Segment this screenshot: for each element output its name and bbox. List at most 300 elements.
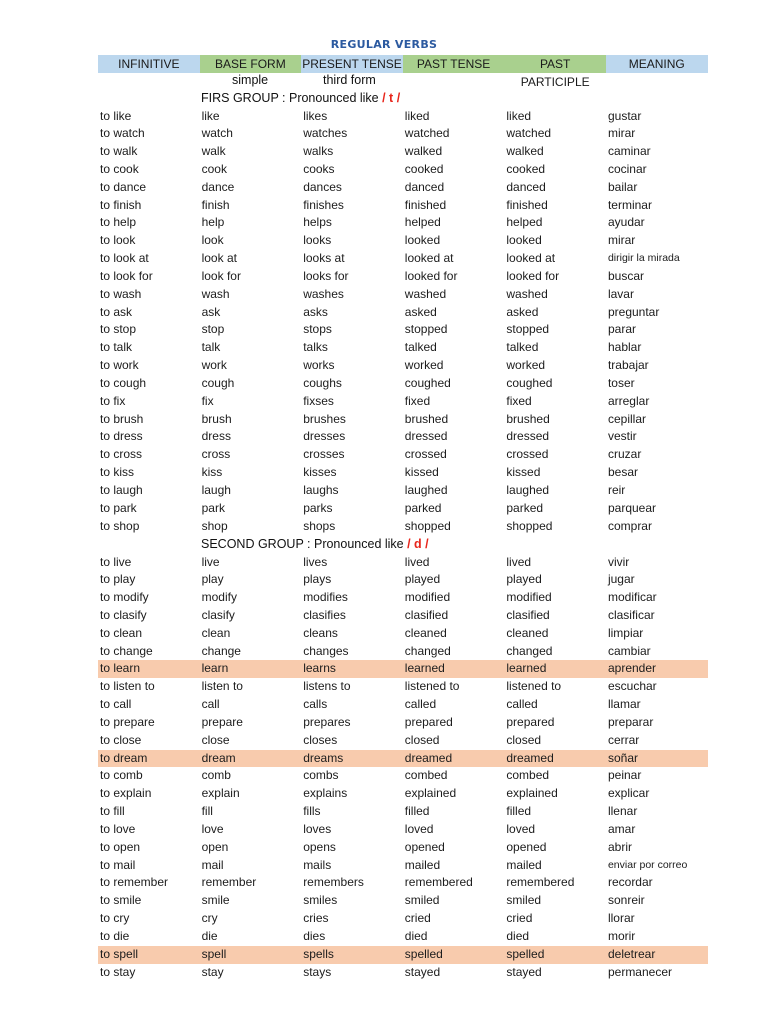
cell-past-participle: remembered (506, 875, 575, 890)
cell-base-form: stay (201, 964, 224, 979)
cell-past-participle: loved (506, 821, 536, 836)
cell-past-participle: closed (506, 732, 542, 747)
cell-present-tense: opens (303, 839, 336, 854)
table-row (98, 339, 708, 357)
cell-present-tense: fixses (303, 393, 334, 408)
table-row (98, 286, 708, 304)
group1-label: FIRS GROUP : Pronounced like (201, 91, 379, 105)
cell-infinitive: to fill (100, 804, 125, 819)
cell-present-tense: lives (303, 554, 328, 569)
cell-meaning: sonreir (607, 893, 645, 908)
cell-present-tense: walks (303, 144, 334, 159)
cell-infinitive: to play (100, 572, 136, 587)
cell-meaning: llorar (607, 911, 635, 926)
cell-past-tense: clasified (404, 607, 449, 622)
cell-infinitive: to listen to (100, 679, 155, 694)
cell-present-tense: stays (303, 964, 332, 979)
cell-past-participle: laughed (506, 482, 550, 497)
cell-infinitive: to spell (100, 946, 139, 961)
cell-past-tense: changed (404, 643, 451, 658)
cell-infinitive: to prepare (100, 714, 155, 729)
cell-present-tense: looks (303, 233, 332, 248)
cell-past-participle: talked (506, 340, 539, 355)
cell-present-tense: calls (303, 697, 328, 712)
cell-base-form: stop (201, 322, 225, 337)
cell-base-form: watch (201, 126, 233, 141)
cell-present-tense: laughs (303, 482, 339, 497)
table-row (98, 357, 708, 375)
cell-past-participle: looked at (506, 251, 556, 266)
cell-past-tense: cleaned (404, 625, 447, 640)
cell-base-form: learn (201, 661, 229, 676)
cell-past-tense: laughed (404, 482, 448, 497)
table-row (98, 232, 708, 250)
cell-base-form: walk (201, 144, 226, 159)
cell-base-form: shop (201, 518, 228, 533)
table-row (98, 304, 708, 322)
table-row (98, 571, 708, 589)
cell-past-tense: mailed (404, 857, 441, 872)
cell-present-tense: dresses (303, 429, 346, 444)
cell-present-tense: mails (303, 857, 332, 872)
cell-past-tense: looked at (404, 251, 454, 266)
table-row (98, 250, 708, 268)
cell-present-tense: finishes (303, 197, 344, 212)
cell-infinitive: to open (100, 839, 141, 854)
cell-base-form: modify (201, 590, 237, 605)
cell-past-tense: listened to (404, 679, 460, 694)
cell-past-participle: cleaned (506, 625, 549, 640)
cell-base-form: cough (201, 375, 235, 390)
cell-past-tense: crossed (404, 447, 447, 462)
cell-meaning: preparar (607, 714, 654, 729)
cell-base-form: spell (201, 946, 227, 961)
cell-infinitive: to watch (100, 126, 145, 141)
cell-meaning: cerrar (607, 732, 640, 747)
cell-present-tense: crosses (303, 447, 345, 462)
cell-meaning: reir (607, 482, 626, 497)
cell-infinitive: to laugh (100, 482, 143, 497)
cell-past-tense: liked (404, 108, 430, 123)
cell-past-participle: dressed (506, 429, 550, 444)
group1-heading (201, 91, 400, 105)
cell-base-form: call (201, 697, 220, 712)
cell-meaning: explicar (607, 786, 650, 801)
cell-meaning: llenar (607, 804, 638, 819)
cell-infinitive: to ask (100, 304, 133, 319)
cell-base-form: fill (201, 804, 213, 819)
cell-past-participle: cooked (506, 161, 546, 176)
table-row (98, 161, 708, 179)
cell-base-form: brush (201, 411, 232, 426)
cell-past-tense: watched (404, 126, 450, 141)
cell-past-tense: lived (404, 554, 430, 569)
cell-past-participle: lived (506, 554, 532, 569)
table-row (98, 785, 708, 803)
cell-meaning: limpiar (607, 625, 644, 640)
cell-infinitive: to explain (100, 786, 152, 801)
cell-base-form: wash (201, 286, 230, 301)
cell-meaning: bailar (607, 179, 638, 194)
cell-past-participle: modified (506, 590, 552, 605)
cell-past-tense: asked (404, 304, 437, 319)
cell-base-form: cry (201, 911, 218, 926)
cell-past-participle: fixed (506, 393, 532, 408)
header-past-participle: PAST PARTICIPLE (504, 55, 606, 73)
cell-present-tense: asks (303, 304, 328, 319)
cell-present-tense: listens to (303, 679, 351, 694)
cell-past-participle: helped (506, 215, 543, 230)
cell-meaning: parar (607, 322, 636, 337)
cell-meaning: hablar (607, 340, 642, 355)
page-title: REGULAR VERBS (330, 38, 438, 51)
cell-present-tense: watches (303, 126, 348, 141)
cell-past-participle: asked (506, 304, 539, 319)
cell-past-tense: opened (404, 839, 445, 854)
cell-meaning: mirar (607, 126, 636, 141)
cell-meaning: abrir (607, 839, 632, 854)
table-row (98, 607, 708, 625)
cell-base-form: die (201, 928, 218, 943)
header-past-tense: PAST TENSE (403, 55, 505, 73)
cell-meaning: arreglar (607, 393, 650, 408)
cell-past-participle: called (506, 697, 538, 712)
cell-past-tense: cooked (404, 161, 444, 176)
cell-past-participle: filled (506, 804, 532, 819)
cell-past-tense: fixed (404, 393, 431, 408)
cell-infinitive: to walk (100, 144, 138, 159)
table-row (98, 964, 708, 982)
cell-infinitive: to talk (100, 340, 133, 355)
cell-base-form: mail (201, 857, 224, 872)
cell-base-form: close (201, 732, 230, 747)
cell-present-tense: dances (303, 179, 342, 194)
table-row (98, 518, 708, 536)
cell-past-tense: coughed (404, 375, 451, 390)
cell-infinitive: to look at (100, 251, 149, 266)
cell-present-tense: smiles (303, 893, 338, 908)
cell-past-participle: coughed (506, 375, 553, 390)
table-row (98, 892, 708, 910)
cell-past-tense: danced (404, 179, 445, 194)
table-row (98, 910, 708, 928)
cell-past-tense: dreamed (404, 750, 453, 765)
cell-infinitive: to work (100, 358, 139, 373)
cell-past-tense: looked (404, 233, 441, 248)
cell-base-form: live (201, 554, 220, 569)
group1-sound: / t / (382, 91, 401, 105)
cell-present-tense: coughs (303, 375, 342, 390)
cell-base-form: open (201, 839, 229, 854)
cell-infinitive: to modify (100, 590, 149, 605)
cell-infinitive: to kiss (100, 465, 135, 480)
cell-base-form: prepare (201, 714, 243, 729)
table-row (98, 321, 708, 339)
cell-base-form: look for (201, 268, 241, 283)
cell-present-tense: closes (303, 732, 338, 747)
cell-past-tense: washed (404, 286, 447, 301)
cell-base-form: change (201, 643, 241, 658)
cell-infinitive: to shop (100, 518, 140, 533)
table-row (98, 643, 708, 661)
cell-infinitive: to learn (100, 661, 141, 676)
cell-past-tense: worked (404, 358, 444, 373)
cell-past-tense: spelled (404, 946, 443, 961)
cell-present-tense: loves (303, 821, 332, 836)
cell-infinitive: to stay (100, 964, 136, 979)
cell-present-tense: brushes (303, 411, 346, 426)
cell-past-tense: helped (404, 215, 441, 230)
header-infinitive: INFINITIVE (98, 55, 200, 73)
cell-present-tense: washes (303, 286, 344, 301)
subheader-third-form: third form (323, 73, 376, 87)
cell-past-participle: washed (506, 286, 548, 301)
table-row (98, 803, 708, 821)
cell-past-participle: finished (506, 197, 548, 212)
cell-infinitive: to die (100, 928, 130, 943)
cell-base-form: clasify (201, 607, 235, 622)
cell-base-form: help (201, 215, 225, 230)
cell-base-form: like (201, 108, 220, 123)
cell-past-participle: stayed (506, 964, 542, 979)
cell-infinitive: to look for (100, 268, 153, 283)
cell-meaning: permanecer (607, 964, 672, 979)
cell-base-form: ask (201, 304, 221, 319)
table-row (98, 411, 708, 429)
cell-meaning: terminar (607, 197, 652, 212)
cell-past-tense: finished (404, 197, 447, 212)
cell-present-tense: remembers (303, 875, 364, 890)
cell-past-participle: dreamed (506, 750, 554, 765)
table-row (98, 464, 708, 482)
cell-infinitive: to mail (100, 857, 136, 872)
cell-past-tense: stayed (404, 964, 441, 979)
cell-base-form: listen to (201, 679, 243, 694)
cell-meaning: amar (607, 821, 636, 836)
cell-past-participle: danced (506, 179, 546, 194)
cell-meaning: ayudar (607, 215, 645, 230)
table-row (98, 732, 708, 750)
cell-past-tense: smiled (404, 893, 440, 908)
table-row (98, 946, 708, 964)
cell-present-tense: dies (303, 928, 326, 943)
cell-past-participle: walked (506, 144, 544, 159)
cell-past-tense: walked (404, 144, 443, 159)
table-row (98, 214, 708, 232)
cell-meaning: clasificar (607, 607, 655, 622)
cell-past-participle: explained (506, 786, 558, 801)
cell-base-form: play (201, 572, 224, 587)
cell-present-tense: stops (303, 322, 332, 337)
cell-meaning: lavar (607, 286, 634, 301)
cell-past-participle: shopped (506, 518, 553, 533)
table-row (98, 857, 708, 875)
cell-past-participle: prepared (506, 714, 555, 729)
cell-present-tense: cooks (303, 161, 335, 176)
table-row (98, 714, 708, 732)
cell-past-tense: brushed (404, 411, 449, 426)
cell-present-tense: explains (303, 786, 348, 801)
cell-present-tense: likes (303, 108, 328, 123)
cell-infinitive: to cross (100, 447, 143, 462)
cell-present-tense: looks at (303, 251, 345, 266)
cell-base-form: dream (201, 750, 236, 765)
table-row (98, 482, 708, 500)
table-row (98, 179, 708, 197)
cell-infinitive: to cook (100, 161, 139, 176)
cell-meaning: mirar (607, 233, 636, 248)
cell-base-form: dress (201, 429, 231, 444)
cell-past-tense: stopped (404, 322, 448, 337)
cell-infinitive: to wash (100, 286, 142, 301)
cell-past-tense: played (404, 572, 441, 587)
cell-present-tense: talks (303, 340, 328, 355)
cell-infinitive: to help (100, 215, 137, 230)
cell-past-participle: played (506, 572, 542, 587)
table-row (98, 143, 708, 161)
table-row (98, 125, 708, 143)
cell-base-form: finish (201, 197, 230, 212)
cell-past-tense: kissed (404, 465, 439, 480)
cell-base-form: smile (201, 893, 230, 908)
cell-base-form: talk (201, 340, 221, 355)
cell-meaning: dirigir la mirada (607, 252, 680, 265)
cell-infinitive: to brush (100, 411, 144, 426)
cell-past-participle: smiled (506, 893, 542, 908)
cell-past-participle: mailed (506, 857, 542, 872)
cell-base-form: look at (201, 251, 237, 266)
cell-meaning: cepillar (607, 411, 646, 426)
cell-infinitive: to look (100, 233, 136, 248)
table-row (98, 928, 708, 946)
cell-infinitive: to cry (100, 911, 130, 926)
table-row (98, 500, 708, 518)
cell-base-form: park (201, 500, 225, 515)
cell-infinitive: to park (100, 500, 137, 515)
cell-present-tense: dreams (303, 750, 344, 765)
cell-past-participle: cried (506, 911, 533, 926)
cell-meaning: vivir (607, 554, 630, 569)
cell-base-form: kiss (201, 465, 223, 480)
cell-past-participle: kissed (506, 465, 541, 480)
cell-infinitive: to clean (100, 625, 143, 640)
group2-sound: / d / (407, 537, 429, 551)
cell-past-tense: talked (404, 340, 437, 355)
cell-present-tense: spells (303, 946, 334, 961)
cell-base-form: fix (201, 393, 214, 408)
cell-past-tense: parked (404, 500, 442, 515)
cell-infinitive: to love (100, 821, 136, 836)
cell-present-tense: cries (303, 911, 329, 926)
table-row (98, 678, 708, 696)
cell-meaning: soñar (607, 750, 638, 765)
cell-base-form: love (201, 821, 224, 836)
cell-meaning: escuchar (607, 679, 657, 694)
cell-meaning: trabajar (607, 358, 649, 373)
table-row (98, 446, 708, 464)
cell-past-participle: changed (506, 643, 553, 658)
cell-past-participle: stopped (506, 322, 550, 337)
cell-past-tense: died (404, 928, 428, 943)
cell-meaning: aprender (607, 661, 657, 676)
cell-present-tense: clasifies (303, 607, 346, 622)
table-row (98, 428, 708, 446)
table-row (98, 660, 708, 678)
cell-base-form: cross (201, 447, 231, 462)
cell-infinitive: to dream (100, 750, 148, 765)
cell-past-tense: closed (404, 732, 440, 747)
table-row (98, 696, 708, 714)
cell-meaning: llamar (607, 697, 641, 712)
cell-meaning: besar (607, 465, 638, 480)
cell-infinitive: to cough (100, 375, 147, 390)
cell-meaning: cruzar (607, 447, 642, 462)
cell-present-tense: looks for (303, 268, 349, 283)
cell-past-participle: looked for (506, 268, 560, 283)
cell-infinitive: to comb (100, 768, 143, 783)
table-row (98, 821, 708, 839)
cell-past-tense: modified (404, 590, 451, 605)
cell-past-tense: called (404, 697, 437, 712)
cell-past-participle: parked (506, 500, 544, 515)
cell-present-tense: works (303, 358, 335, 373)
table-row (98, 108, 708, 126)
cell-meaning: comprar (607, 518, 652, 533)
cell-infinitive: to live (100, 554, 132, 569)
cell-past-tense: shopped (404, 518, 451, 533)
cell-infinitive: to clasify (100, 607, 147, 622)
cell-meaning: peinar (607, 768, 642, 783)
cell-present-tense: cleans (303, 625, 338, 640)
cell-infinitive: to close (100, 732, 142, 747)
cell-present-tense: plays (303, 572, 332, 587)
cell-base-form: cook (201, 161, 227, 176)
table-row (98, 268, 708, 286)
cell-present-tense: combs (303, 768, 339, 783)
cell-present-tense: parks (303, 500, 333, 515)
cell-past-tense: dressed (404, 429, 448, 444)
cell-infinitive: to finish (100, 197, 142, 212)
table-row (98, 750, 708, 768)
table-row (98, 554, 708, 572)
cell-past-tense: cried (404, 911, 431, 926)
cell-present-tense: changes (303, 643, 349, 658)
cell-meaning: vestir (607, 429, 637, 444)
cell-past-tense: explained (404, 786, 457, 801)
cell-past-participle: looked (506, 233, 542, 248)
cell-infinitive: to like (100, 108, 132, 123)
cell-past-participle: liked (506, 108, 532, 123)
table-row (98, 625, 708, 643)
cell-meaning: parquear (607, 500, 657, 515)
cell-meaning: jugar (607, 572, 635, 587)
cell-meaning: recordar (607, 875, 653, 890)
cell-base-form: dance (201, 179, 235, 194)
table-row (98, 197, 708, 215)
cell-present-tense: shops (303, 518, 336, 533)
cell-present-tense: helps (303, 215, 332, 230)
cell-base-form: look (201, 233, 224, 248)
cell-infinitive: to dance (100, 179, 147, 194)
cell-present-tense: fills (303, 804, 321, 819)
cell-past-participle: crossed (506, 447, 549, 462)
cell-past-tense: prepared (404, 714, 453, 729)
cell-base-form: clean (201, 625, 231, 640)
cell-meaning: caminar (607, 144, 651, 159)
cell-meaning: cambiar (607, 643, 651, 658)
cell-infinitive: to call (100, 697, 132, 712)
cell-base-form: work (201, 358, 227, 373)
